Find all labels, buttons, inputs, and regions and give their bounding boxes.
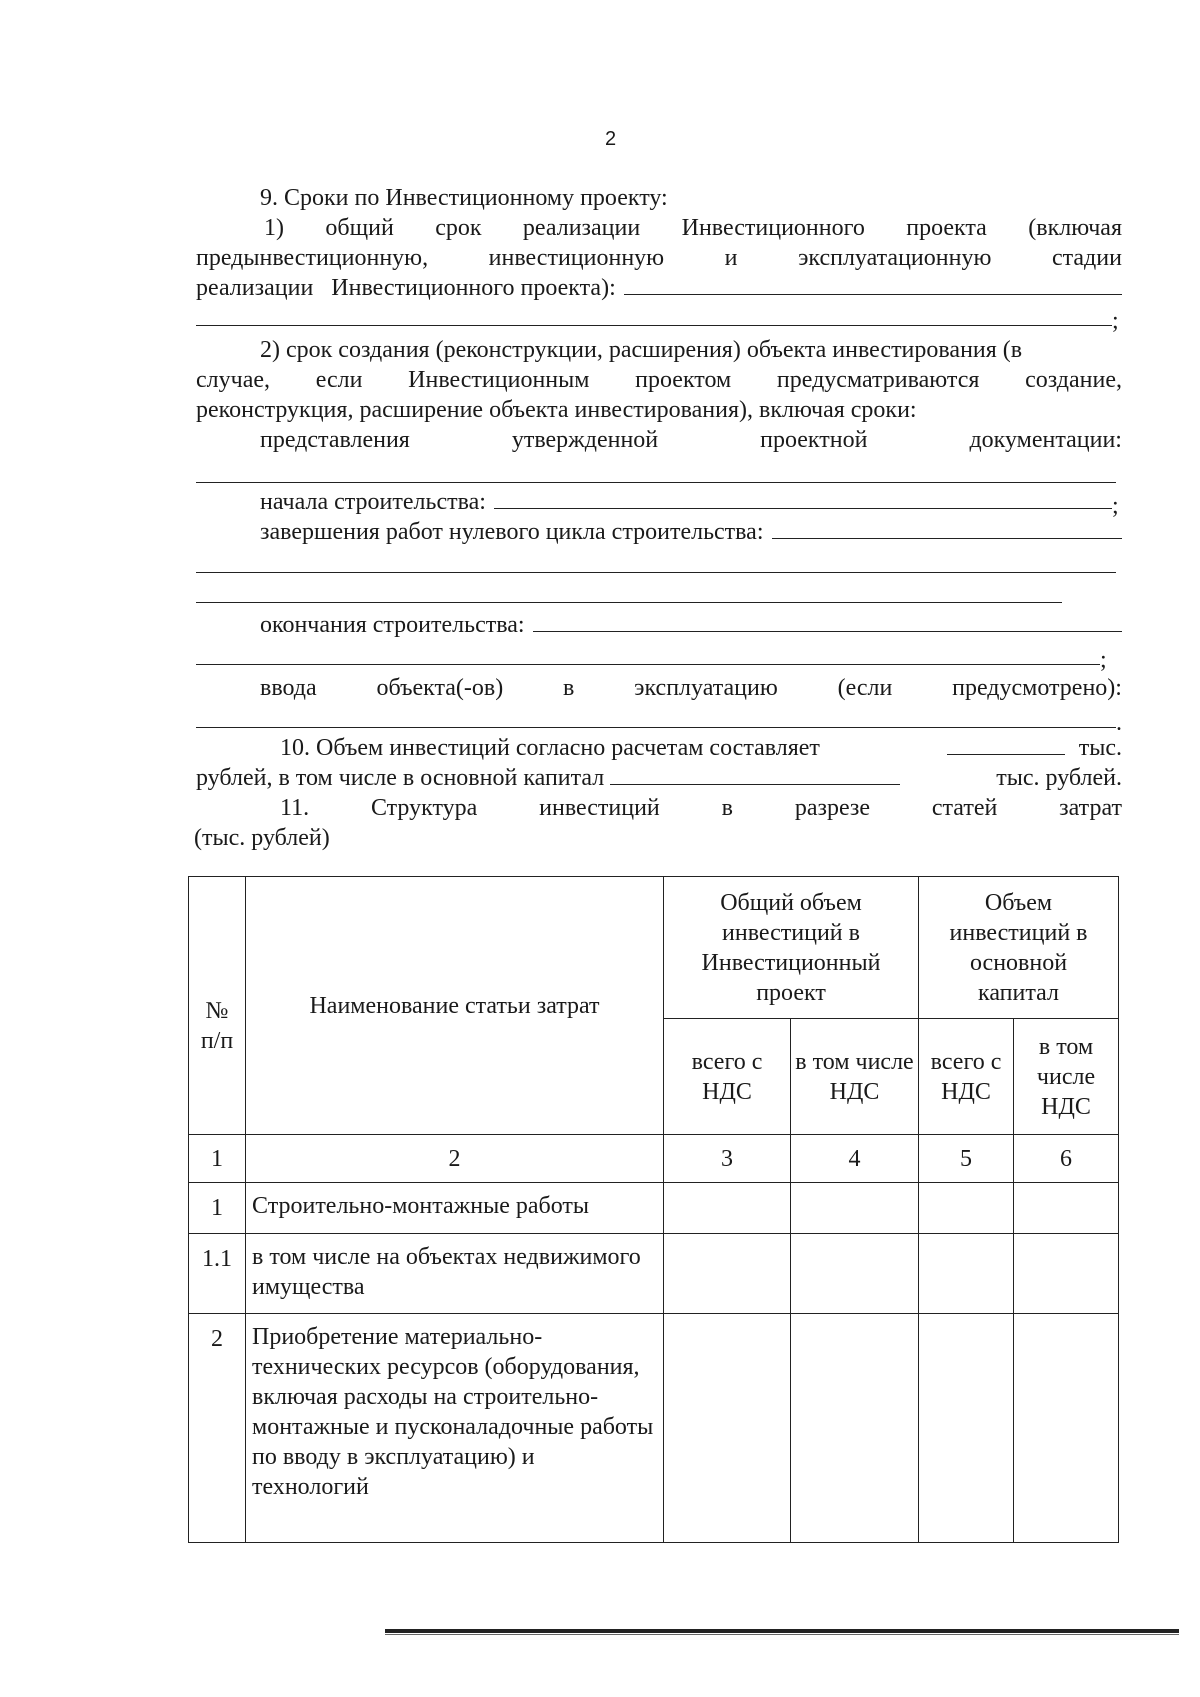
col-index: 2 [246, 1135, 664, 1183]
col-index: 3 [664, 1135, 791, 1183]
table-row [189, 1234, 1119, 1314]
table-row [189, 1314, 1119, 1543]
row-num: 1.1 [189, 1234, 246, 1314]
subheader-incl-vat-1: в том числе НДС [791, 1019, 919, 1135]
row-num: 2 [189, 1314, 246, 1543]
col-index: 6 [1014, 1135, 1119, 1183]
zero-cycle-line: завершения работ нулевого цикла строительства: [260, 517, 1122, 547]
section9-item1-line2: предынвестиционную, инвестиционную и эксплуатационную стадии [196, 245, 1122, 271]
commissioning-end-mark: . [1116, 710, 1122, 736]
cell-total-vat[interactable] [664, 1234, 791, 1314]
page-bottom-rule-thin [385, 1634, 1179, 1635]
cell-total-vat[interactable] [664, 1314, 791, 1543]
construction-end-field[interactable] [533, 611, 1122, 632]
header-name: Наименование статьи затрат [246, 877, 664, 1135]
header-num: № п/п [189, 877, 246, 1135]
construction-end-line: окончания строительства: [260, 610, 1122, 640]
cell-incl-vat[interactable] [791, 1314, 919, 1543]
header-group-total: Общий объем инвестиций в Инвестиционный проект [664, 877, 919, 1019]
cell-capital-incl-vat[interactable] [1014, 1234, 1119, 1314]
zero-cycle-field-continued[interactable] [196, 572, 1116, 573]
fixed-capital-field[interactable] [610, 764, 900, 785]
zero-cycle-field[interactable] [772, 518, 1123, 539]
total-term-field-continued[interactable] [196, 325, 1112, 326]
construction-start-field[interactable] [494, 488, 1112, 509]
cell-capital-total-vat[interactable] [919, 1234, 1014, 1314]
construction-end-mark: ; [1100, 647, 1107, 673]
investment-structure-table [188, 876, 1119, 1543]
cell-capital-incl-vat[interactable] [1014, 1314, 1119, 1543]
cell-capital-total-vat[interactable] [919, 1314, 1014, 1543]
construction-start-end-mark: ; [1112, 493, 1119, 519]
section9-item1-line3: реализации Инвестиционного проекта): [196, 273, 1122, 303]
section9-item2-line3: реконструкция, расширение объекта инвестирования), включая сроки: [196, 397, 917, 423]
section11-line2: (тыс. рублей) [194, 825, 330, 851]
design-docs-line: представления утвержденной проектной документации: [260, 427, 1122, 453]
row-name: в том числе на объектах недвижимого имущества [246, 1234, 664, 1314]
page-bottom-rule [385, 1629, 1179, 1633]
page-number: 2 [605, 128, 617, 150]
section9-item2-line2: случае, если Инвестиционным проектом предусматриваются создание, [196, 367, 1122, 393]
investment-volume-field[interactable] [947, 734, 1065, 755]
col-index: 4 [791, 1135, 919, 1183]
commissioning-line: ввода объекта(-ов) в эксплуатацию (если предусмотрено): [260, 675, 1122, 701]
subheader-total-vat-1: всего с НДС [664, 1019, 791, 1135]
section10-line1: 10. Объем инвестиций согласно расчетам составляет тыс. [280, 735, 1122, 761]
col-index: 1 [189, 1135, 246, 1183]
column-index-row [189, 1135, 1119, 1183]
row-name: Строительно-монтажные работы [246, 1183, 664, 1234]
col-index: 5 [919, 1135, 1014, 1183]
total-term-field[interactable] [624, 274, 1122, 295]
cell-total-vat[interactable] [664, 1183, 791, 1234]
cell-incl-vat[interactable] [791, 1234, 919, 1314]
section9-item2-line1: 2) срок создания (реконструкции, расширения) объекта инвестирования (в [260, 337, 1023, 363]
table-row [189, 1183, 1119, 1234]
cell-capital-total-vat[interactable] [919, 1183, 1014, 1234]
row-num: 1 [189, 1183, 246, 1234]
section10-line2: рублей, в том числе в основной капитал тыс. рублей. [196, 765, 1122, 791]
row-name: Приобретение материально-технических ресурсов (оборудования, включая расходы на строительно-монтажные и пусконаладочные работы по вводу в эксплуатацию) и технологий [246, 1314, 664, 1543]
section11-line1: 11. Структура инвестиций в разрезе статей затрат [280, 795, 1122, 821]
section9-item1-line1: 1) общий срок реализации Инвестиционного проекта (включая [264, 215, 1122, 241]
section9-title: 9. Сроки по Инвестиционному проекту: [260, 185, 668, 211]
cell-capital-incl-vat[interactable] [1014, 1183, 1119, 1234]
subheader-incl-vat-2: в том числе НДС [1014, 1019, 1119, 1135]
construction-end-field-continued[interactable] [196, 664, 1100, 665]
header-group-capital: Объем инвестиций в основной капитал [919, 877, 1119, 1019]
commissioning-field[interactable] [196, 727, 1116, 728]
item1-end-mark: ; [1112, 308, 1119, 334]
construction-start-line: начала строительства: [260, 487, 1112, 517]
zero-cycle-field-continued-2[interactable] [196, 602, 1062, 603]
design-docs-field[interactable] [196, 482, 1116, 483]
subheader-total-vat-2: всего с НДС [919, 1019, 1014, 1135]
cell-incl-vat[interactable] [791, 1183, 919, 1234]
